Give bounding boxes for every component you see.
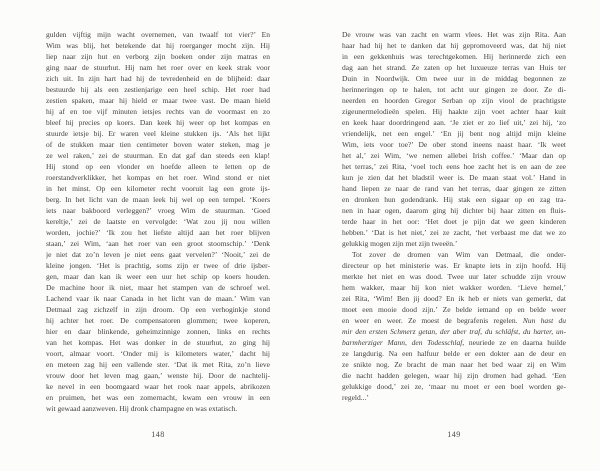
- text-line: [46, 194, 270, 205]
- text-line: [342, 337, 566, 348]
- text-line: [342, 194, 566, 205]
- page-number: 148: [151, 430, 165, 439]
- text-segment: of de stukken maar tien centimeter boven water steken, mag je: [46, 140, 270, 149]
- text-line: [46, 392, 270, 403]
- text-line: [46, 73, 270, 84]
- text-line: [342, 282, 566, 293]
- text-segment: vrouw door het leven mag gaan,’ wenste hij. Door de nachtelij-: [46, 371, 270, 380]
- text-line: [342, 205, 566, 216]
- text-segment: herinneringen op te halen, tot acht uur gingen ze door. Ze di-: [342, 85, 566, 94]
- text-segment: terde haar in het oor: ‘Het doet je pijn dat we geen kinderen: [342, 217, 566, 226]
- text-segment: en pruimen, het was een zomernacht, kwam een vrouw in een: [46, 393, 270, 402]
- text-segment: De machine hoor ik niet, maar het stampen van de schroef wel.: [46, 283, 270, 292]
- text-line: [342, 51, 566, 62]
- text-segment: haar had hij het te danken dat hij gepromoveerd was, dat hij niet: [342, 41, 566, 50]
- text-line: [46, 128, 270, 139]
- text-line: [46, 403, 270, 414]
- text-segment: voort, almaar voort. ‘Onder mij is kilometers water,’ dacht hij: [46, 349, 270, 358]
- text-line: [46, 271, 270, 282]
- text-segment: kun je zien dat het bladstil weer is. De maan staat vol.’ Hand in: [342, 173, 566, 182]
- text-segment: , neuriede ze en daarna huilde: [462, 338, 566, 347]
- text-line: [46, 293, 270, 304]
- text-line: [46, 326, 270, 337]
- page-number: 149: [447, 430, 461, 439]
- text-line: [342, 172, 566, 183]
- text-line: [342, 84, 566, 95]
- text-line: [46, 216, 270, 227]
- text-line: [342, 271, 566, 282]
- text-segment: ze snikte nog. Ze bracht de man naar het bed waar zij en Wim: [342, 360, 566, 369]
- text-line: [46, 359, 270, 370]
- text-segment: vriendelijk, net een engel.’ ‘En jij bent nog altijd mijn kleine: [342, 129, 566, 138]
- italic-text-segment: barmherziger Mann, den Todesschlaf: [342, 338, 463, 347]
- text-line: [342, 216, 566, 227]
- text-line: [342, 260, 566, 271]
- text-line: [342, 139, 566, 150]
- text-segment: Hij stond op een vlonder en hoefde alleen te letten op de: [46, 162, 270, 171]
- text-segment: die nacht hadden gelegen, waar hij zijn dromen had gehad. ‘Een: [342, 371, 566, 380]
- page-text: [342, 29, 566, 403]
- text-segment: hij achter het roer. De compensatoren glommen; twee koperen,: [46, 316, 270, 325]
- text-line: [342, 73, 566, 84]
- text-line: [342, 117, 566, 128]
- text-line: [342, 150, 566, 161]
- text-line: [46, 106, 270, 117]
- text-segment: staan,’ zei Wim, ‘aan het roer van een groot stoomschip.’ ‘Denk: [46, 239, 270, 248]
- text-segment: roerstandverklikker, het kompas en het roer. Wind stond er niet: [46, 173, 270, 182]
- text-segment: De vrouw was van zacht en warm vlees. Het was zijn Rita. Aan: [342, 30, 566, 39]
- text-line: [342, 304, 566, 315]
- text-line: [46, 249, 270, 260]
- text-line: [46, 337, 270, 348]
- text-line: [342, 106, 566, 117]
- text-segment: in het minst. Op een kilometer recht vooruit lag een grote ijs-: [46, 184, 270, 193]
- text-segment: hij af en toe vijf minuten ietsjes rechts van de voormast en zo: [46, 107, 270, 116]
- text-line: [342, 326, 566, 337]
- text-segment: kereltje,’ zei de laatste en vervolgde: ‘Wat zou jij nou willen: [46, 217, 270, 226]
- text-segment: neerden en hoorden Gregor Serban op zijn viool de prachtigste: [342, 96, 566, 105]
- text-segment: het al,’ zei Wim, ‘we nemen allebei Irish coffee.’ ‘Maar dan op: [342, 151, 566, 160]
- text-line: [46, 227, 270, 238]
- text-segment: Lachend vaar ik naar Canada in het licht van de maan.’ Wim van: [46, 294, 270, 303]
- text-segment: Duin in Noordwijk. Om twee uur in de middag begonnen ze: [342, 74, 566, 83]
- text-line: [342, 315, 566, 326]
- text-line: [342, 381, 566, 392]
- page-right: [342, 29, 566, 459]
- text-segment: ze wel raken,’ zei de stuurman. En dat gaf dan steeds een klap!: [46, 151, 270, 160]
- text-line: [46, 84, 270, 95]
- text-segment: hier en daar blinkende, geheimzinnige zonnen, links en rechts: [46, 327, 270, 336]
- text-segment: en weer en weer. Ze moest de begrafenis regelen.: [342, 316, 523, 325]
- text-line: [46, 183, 270, 194]
- text-line: [342, 238, 566, 249]
- text-line: [46, 205, 270, 216]
- text-segment: bleef hij precies op koers. Dan keek hij weer op het kompas en: [46, 118, 270, 127]
- text-line: [46, 304, 270, 315]
- text-line: [46, 95, 270, 106]
- text-segment: hebben.’ ‘Dat is het niet,’ zei ze zacht, ‘het verbaast me dat we zo: [342, 228, 566, 237]
- text-line: [46, 62, 270, 73]
- page-text: [46, 29, 270, 414]
- text-segment: liep naar zijn hut en verborg zijn boeken onder zijn matras en: [46, 52, 270, 61]
- italic-text-segment: Nun hast du: [522, 316, 566, 325]
- text-segment: het terras,’ zei Rita, ‘voel toch eens hoe zacht het is en aan de zee: [342, 162, 566, 171]
- text-segment: en dronken hun godendrank. Hij stak een sigaar op en zag tra-: [342, 195, 566, 204]
- text-line: [342, 392, 566, 403]
- text-line: [342, 62, 566, 73]
- page-left: [46, 29, 270, 459]
- text-line: [46, 381, 270, 392]
- text-segment: en meteen zag hij een vallende ster. ‘Dat ik met Rita, zo’n lieve: [46, 360, 270, 369]
- text-line: [342, 348, 566, 359]
- text-segment: ke nevel in een boomgaard waar het rook naar appels, abrikozen: [46, 382, 270, 391]
- text-line: [342, 293, 566, 304]
- text-segment: worden, jochie?’ ‘Ik zou het liefste altijd aan het roer blijven: [46, 228, 270, 237]
- text-segment: zestien spaken, maar hij hield er maar twee vast. De maan hield: [46, 96, 270, 105]
- text-segment: bestuurde hij als een zestienjarige een heel schip. Het roer had: [46, 85, 270, 94]
- text-segment: gen, maar dan kan ik weer een uur het schip op koers houden.: [46, 272, 270, 281]
- text-line: [342, 359, 566, 370]
- text-segment: kleine jongen. ‘Het is prachtig, soms zijn er twee of drie ijsber-: [46, 261, 270, 270]
- text-segment: zei Rita, ‘Wim! Ben jij dood? En ik heb er niets van gemerkt, dat: [342, 294, 566, 303]
- text-line: [342, 95, 566, 106]
- text-segment: dag aan het strand. Ze zaten op het luxueuze terras van Huis ter: [342, 63, 566, 72]
- text-line: [342, 183, 566, 194]
- text-line: [46, 29, 270, 40]
- text-line: [46, 139, 270, 150]
- text-line: [46, 40, 270, 51]
- text-segment: ging naar de stuurhut. Hij nam het roer over en keek strak voor: [46, 63, 270, 72]
- text-segment: van het kompas. Het was donker in de stuurhut, zo ging hij: [46, 338, 270, 347]
- text-segment: iets naar bakboord verleggen?’ vroeg Wim de stuurman. ‘Goed: [46, 206, 270, 215]
- text-segment: directeur op het ministerie was. Er knapte iets in zijn hoofd. Hij: [342, 261, 566, 270]
- text-line: [342, 370, 566, 381]
- text-segment: Tot zover de dromen van Wim van Detmaal, die onder-: [352, 250, 566, 259]
- text-segment: moet een mooie dood zijn.’ Ze belde iemand op en belde weer: [342, 305, 566, 314]
- text-segment: wit gewaad aanzweven. Hij dronk champagne en was extatisch.: [46, 404, 238, 413]
- text-line: [46, 315, 270, 326]
- text-segment: merkte het niet en was dood. Twee uur later schudde zijn vrouw: [342, 272, 566, 281]
- text-line: [342, 161, 566, 172]
- text-segment: zigeunermelodieën spelen. Hij haakte zijn voet achter haar kuit: [342, 107, 566, 116]
- text-segment: nen in haar ogen, daarom ging hij dichter bij haar zitten en fluis-: [342, 206, 566, 215]
- text-line: [342, 40, 566, 51]
- text-segment: je niet dat zo’n leven je niet eens gaat vervelen?’ ‘Nooit,’ zei de: [46, 250, 270, 259]
- text-segment: hand liepen ze naar de rand van het terras, daar gingen ze zitten: [342, 184, 566, 193]
- text-segment: regeld...’: [342, 393, 369, 402]
- text-line: [342, 128, 566, 139]
- text-line: [46, 117, 270, 128]
- text-line: [46, 172, 270, 183]
- text-line: [342, 249, 566, 260]
- text-segment: en keek haar doordringend aan. ‘Je ziet er zo lief uit,’ zei hij, ‘zo: [342, 118, 566, 127]
- text-line: [46, 150, 270, 161]
- text-segment: hem wakker, maar hij kon niet wakker worden. ‘Lieve hemel,’: [342, 283, 566, 292]
- text-line: [46, 282, 270, 293]
- text-segment: Wim, iets voor toe?’ De ober stond ineens naast haar. ‘Ik weet: [342, 140, 566, 149]
- text-segment: gulden vijftig mijn wacht overnemen, van twaalf tot vier?’ En: [46, 30, 270, 39]
- text-segment: berg. In het licht van de maan leek hij wel op een tempel. ‘Koers: [46, 195, 270, 204]
- text-segment: gelukkig mogen zijn met zijn tweeën.’: [342, 239, 458, 248]
- text-line: [342, 29, 566, 40]
- text-line: [46, 161, 270, 172]
- text-segment: stuurde ietsje bij. Er waren veel kleine stukken ijs. ‘Als het lijkt: [46, 129, 270, 138]
- text-segment: in een gekkenhuis was terechtgekomen. Hij herinnerde zich een: [342, 52, 566, 61]
- text-segment: Wim was blij, het betekende dat hij roerganger mocht zijn. Hij: [46, 41, 270, 50]
- text-line: [46, 260, 270, 271]
- text-segment: zich uit. In zijn hart had hij de tevredenheid en de blijheid: daar: [46, 74, 270, 83]
- text-segment: ze langdurig. Na een halfuur belde er een dokter aan de deur en: [342, 349, 566, 358]
- text-line: [342, 227, 566, 238]
- text-line: [46, 238, 270, 249]
- italic-text-segment: mir den ersten Schmerz getan, der aber traf, du schläfst, du harter, un-: [342, 327, 566, 336]
- text-segment: Detmaal zag zichzelf in zijn droom. Op een verhoginkje stond: [46, 305, 270, 314]
- text-line: [46, 370, 270, 381]
- text-segment: gelukkige dood,’ zei ze, ‘maar nu moet er een boel worden ge-: [342, 382, 566, 391]
- text-line: [46, 51, 270, 62]
- text-line: [46, 348, 270, 359]
